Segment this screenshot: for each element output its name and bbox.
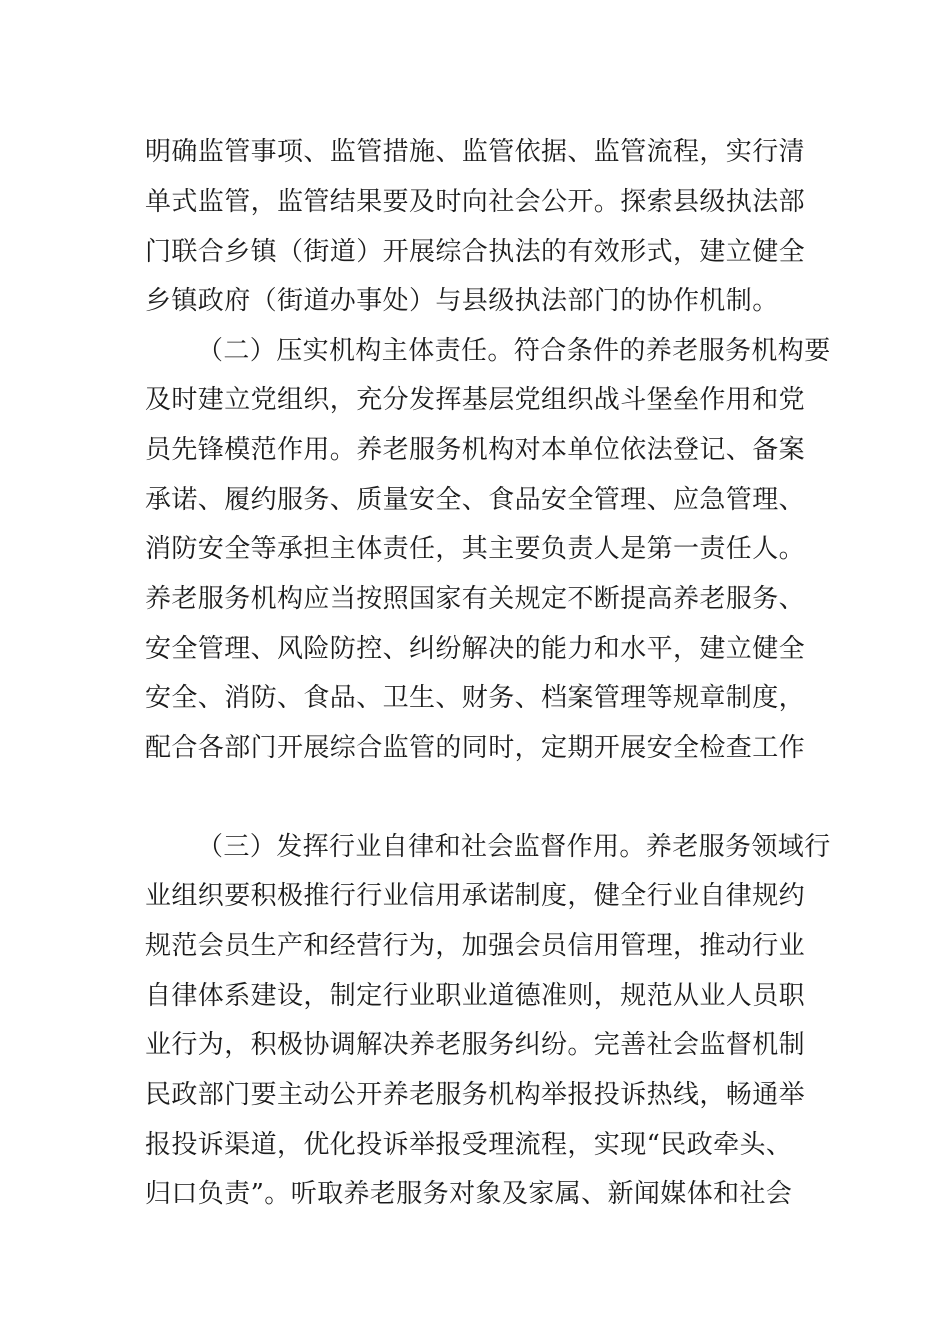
paragraph-1-line-3: 门联合乡镇（街道）开展综合执法的有效形式，建立健全: [145, 237, 806, 267]
paragraph-1-line-1: 明确监管事项、监管措施、监管依据、监管流程，实行清: [145, 137, 806, 167]
paragraph-3-line-5: 业行为，积极协调解决养老服务纠纷。完善社会监督机制: [145, 1030, 806, 1060]
paragraph-2-line-9: 配合各部门开展综合监管的同时，定期开展安全检查工作: [145, 733, 806, 763]
paragraph-3-line-4: 自律体系建设，制定行业职业道德准则，规范从业人员职: [145, 981, 806, 1011]
paragraph-3-line-8: 归口负责”。听取养老服务对象及家属、新闻媒体和社会: [145, 1179, 793, 1209]
paragraph-3-line-2: 业组织要积极推行行业信用承诺制度，健全行业自律规约: [145, 881, 806, 911]
paragraph-2-line-5: 消防安全等承担主体责任，其主要负责人是第一责任人。: [145, 534, 806, 564]
paragraph-1-line-4: 乡镇政府（街道办事处）与县级执法部门的协作机制。: [145, 286, 779, 316]
paragraph-3-line-1: （三）发挥行业自律和社会监督作用。养老服务领域行: [197, 832, 831, 862]
paragraph-1-line-2: 单式监管，监管结果要及时向社会公开。探索县级执法部: [145, 187, 806, 217]
paragraph-3-line-6: 民政部门要主动公开养老服务机构举报投诉热线，畅通举: [145, 1080, 806, 1110]
paragraph-2-line-3: 员先锋模范作用。养老服务机构对本单位依法登记、备案: [145, 435, 806, 465]
paragraph-3-line-3: 规范会员生产和经营行为，加强会员信用管理，推动行业: [145, 931, 806, 961]
paragraph-2-line-2: 及时建立党组织，充分发挥基层党组织战斗堡垒作用和党: [145, 385, 806, 415]
paragraph-2-line-6: 养老服务机构应当按照国家有关规定不断提高养老服务、: [145, 584, 806, 614]
paragraph-3-line-7: 报投诉渠道，优化投诉举报受理流程，实现“民政牵头、: [145, 1130, 793, 1160]
paragraph-2-line-1: （二）压实机构主体责任。符合条件的养老服务机构要: [197, 336, 831, 366]
paragraph-2-line-7: 安全管理、风险防控、纠纷解决的能力和水平，建立健全: [145, 634, 806, 664]
paragraph-2-line-4: 承诺、履约服务、质量安全、食品安全管理、应急管理、: [145, 485, 806, 515]
paragraph-2-line-8: 安全、消防、食品、卫生、财务、档案管理等规章制度，: [145, 683, 806, 713]
